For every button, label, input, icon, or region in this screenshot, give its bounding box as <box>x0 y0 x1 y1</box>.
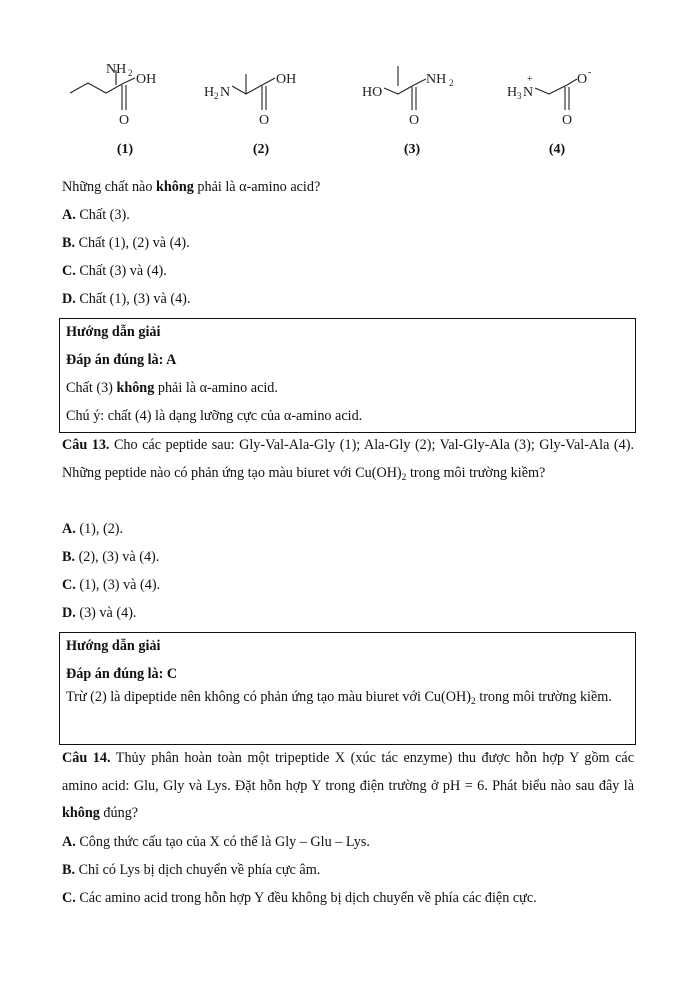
structure-2 <box>202 58 322 143</box>
svg-text:NH: NH <box>426 72 447 87</box>
structure-1-label: (1) <box>116 142 134 157</box>
svg-text:O: O <box>119 113 130 128</box>
solution-line-2: Chú ý: chất (4) là dạng lưỡng cực của α-amino acid. <box>66 408 363 424</box>
svg-text:O: O <box>409 113 420 128</box>
svg-text:-: - <box>588 67 592 78</box>
svg-text:H: H <box>204 85 215 100</box>
q12-solution-box <box>59 318 636 433</box>
solution-text: Trừ (2) là dipeptide nên không có phản ứng tạo màu biuret với $Cu(OH)_2$ trong môi trường kiềm. <box>66 689 612 707</box>
q13-question: Câu 13. Cho các peptide sau: Gly-Val-Ala-Gly (1); Ala-Gly (2); Val-Gly-Ala (3); Gly-Val-Ala (4). Những peptide nào có phản ứng tạo màu biuret với $Cu(OH)_2$ trong môi trường kiềm? <box>62 437 634 483</box>
svg-text:N: N <box>220 85 231 100</box>
svg-text:NH: NH <box>106 62 127 77</box>
svg-text:N: N <box>523 85 534 100</box>
svg-text:2: 2 <box>214 91 219 101</box>
solution-heading: Hướng dẫn giải <box>66 638 161 654</box>
q12-option-b: B. Chất (1), (2) và (4). <box>62 235 190 251</box>
q13-option-b: B. (2), (3) và (4). <box>62 549 160 565</box>
structure-4 <box>505 58 625 143</box>
q14-option-c: C. Các amino acid trong hỗn hợp Y đều không bị dịch chuyển về phía các điện cực. <box>62 890 537 906</box>
structure-4-label: (4) <box>548 142 566 157</box>
svg-text:HO: HO <box>362 85 383 100</box>
svg-text:2: 2 <box>449 78 454 88</box>
svg-text:3: 3 <box>517 91 522 101</box>
svg-text:2: 2 <box>128 68 133 78</box>
q14-option-b: B. Chỉ có Lys bị dịch chuyển về phía cực âm. <box>62 862 321 878</box>
q12-option-c: C. Chất (3) và (4). <box>62 263 167 279</box>
structure-1 <box>68 58 178 143</box>
solution-heading: Hướng dẫn giải <box>66 324 161 340</box>
svg-text:OH: OH <box>136 72 157 87</box>
structure-3 <box>360 58 480 143</box>
chemical-structures <box>60 58 640 168</box>
solution-line-1: Chất (3) không phải là α-amino acid. <box>66 380 278 396</box>
solution-answer: Đáp án đúng là: A <box>66 352 177 368</box>
svg-text:OH: OH <box>276 72 297 87</box>
q13-option-d: D. (3) và (4). <box>62 605 137 621</box>
svg-text:O: O <box>259 113 270 128</box>
q14-question: Câu 14. Thủy phân hoàn toàn một tripeptide X (xúc tác enzyme) thu được hỗn hợp Y gồm các amino acid: Glu, Gly và Lys. Đặt hỗn hợp Y trong điện trường ở pH = 6. Phát biểu nào sau đây là không đúng? <box>62 750 635 821</box>
q12-question: Những chất nào không phải là α-amino acid? <box>62 179 321 195</box>
q12-option-d: D. Chất (1), (3) và (4). <box>62 291 191 307</box>
solution-answer: Đáp án đúng là: C <box>66 666 178 682</box>
svg-text:O: O <box>577 72 588 87</box>
q13-option-a: A. (1), (2). <box>62 521 124 537</box>
svg-text:O: O <box>562 113 573 128</box>
q13-option-c: C. (1), (3) và (4). <box>62 577 161 593</box>
q12-option-a: A. Chất (3). <box>62 207 130 223</box>
q14-option-a: A. Công thức cấu tạo của X có thể là Gly – Glu – Lys. <box>62 834 370 850</box>
structure-3-label: (3) <box>403 142 421 157</box>
q13-solution-box <box>59 632 636 745</box>
svg-text:+: + <box>527 74 533 85</box>
svg-text:H: H <box>507 85 518 100</box>
structure-2-label: (2) <box>252 142 270 157</box>
